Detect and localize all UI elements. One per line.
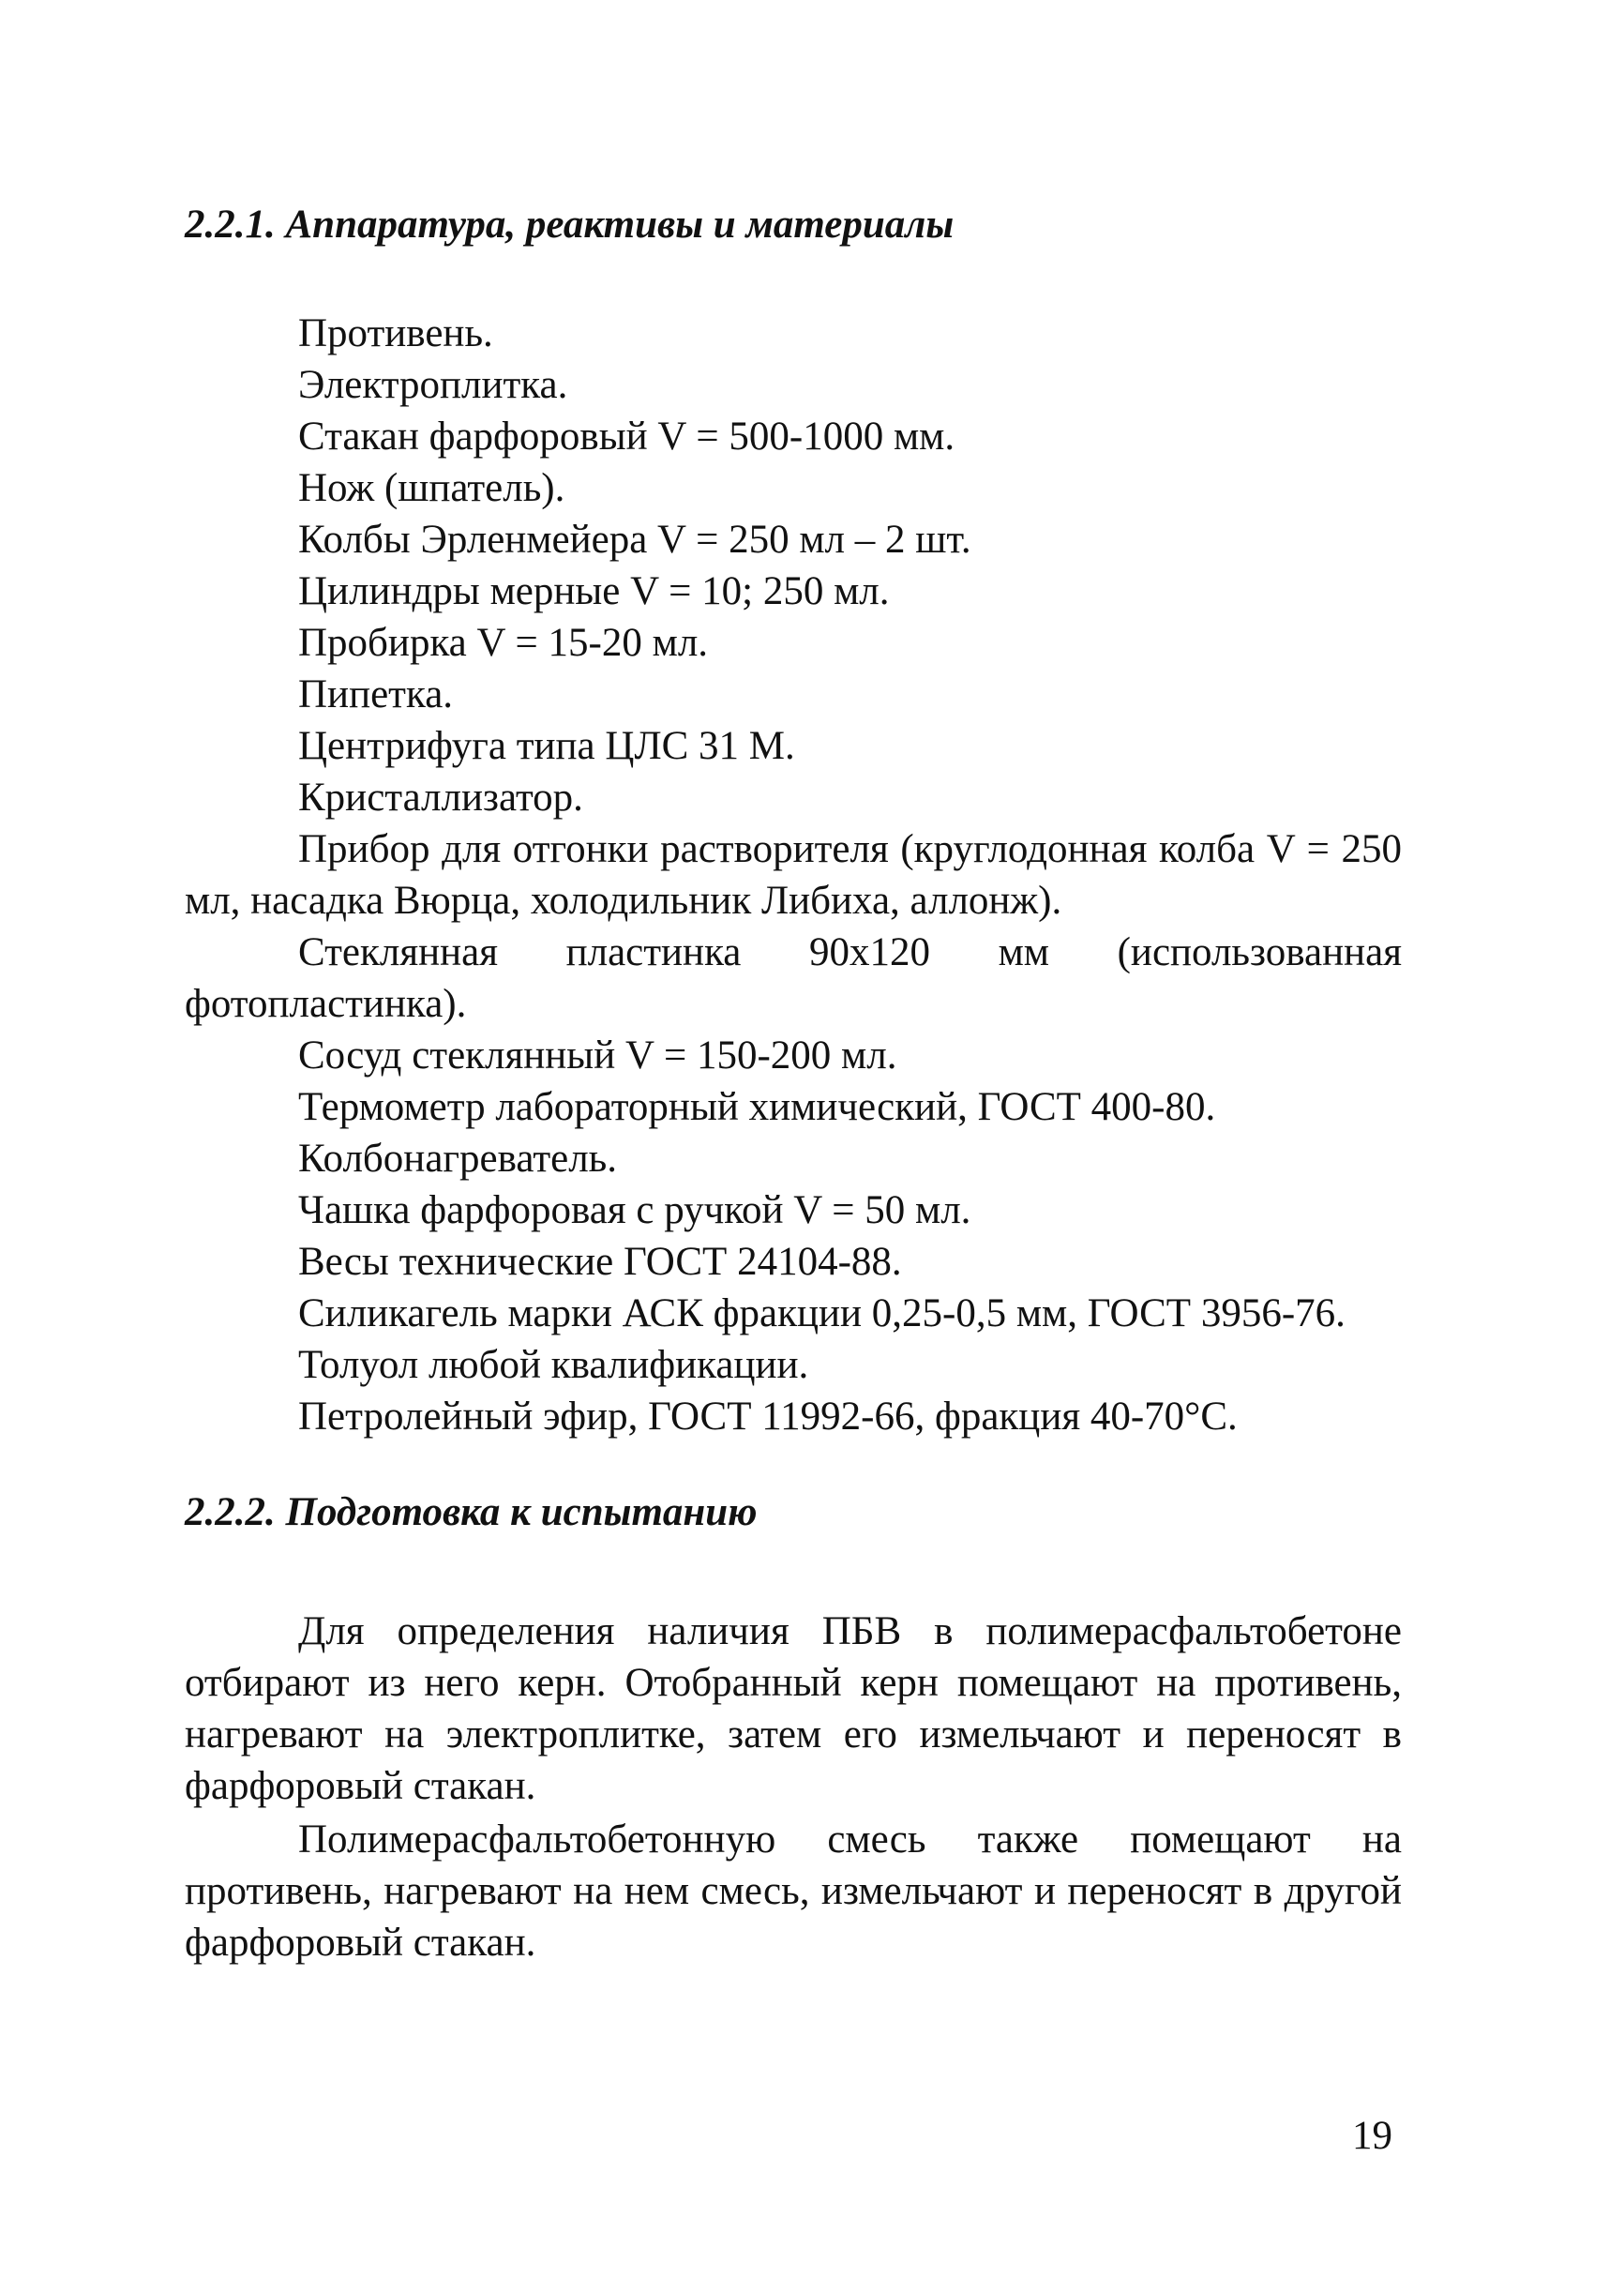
list-item: Противень. [298, 311, 493, 355]
list-item: Термометр лабораторный химический, ГОСТ 400-80. [298, 1085, 1216, 1129]
list-item: Электроплитка. [298, 363, 568, 407]
list-item: Пипетка. [298, 672, 454, 716]
list-item: Толуол любой квалификации. [298, 1343, 809, 1387]
list-item: Цилиндры мерные V = 10; 250 мл. [298, 569, 890, 613]
materials-list [185, 308, 1402, 1442]
list-item: Весы технические ГОСТ 24104-88. [298, 1240, 902, 1284]
list-item: Прибор для отгонки растворителя (круглодонная колба V = 250 мл, насадка Вюрца, холодильник Либиха, аллонж). [185, 827, 1402, 923]
list-item: Петролейный эфир, ГОСТ 11992-66, фракция 40-70°С. [298, 1395, 1238, 1439]
section-heading-apparatus: 2.2.1. Аппаратура, реактивы и материалы [185, 203, 955, 247]
page-number: 19 [1352, 2114, 1392, 2158]
paragraph: Для определения наличия ПБВ в полимерасфальтобетоне отбирают из него керн. Отобранный керн помещают на противень, нагревают на электроплитке, затем его измельчают и переносят в фарфоровый стакан. [185, 1609, 1402, 1808]
list-item: Стакан фарфоровый V = 500-1000 мм. [298, 415, 955, 459]
list-item: Нож (шпатель). [298, 466, 565, 510]
list-item: Стеклянная пластинка 90х120 мм (использованная фотопластинка). [185, 930, 1402, 1026]
list-item: Сосуд стеклянный V = 150-200 мл. [298, 1033, 897, 1078]
list-item: Чашка фарфоровая с ручкой V = 50 мл. [298, 1188, 971, 1232]
preparation-text [185, 1606, 1402, 1970]
paragraph: Полимерасфальтобетонную смесь также помещают на противень, нагревают на нем смесь, измельчают и переносят в другой фарфоровый стакан. [185, 1817, 1402, 1965]
list-item: Колбы Эрленмейера V = 250 мл – 2 шт. [298, 518, 971, 562]
list-item: Кристаллизатор. [298, 776, 583, 820]
section-heading-preparation: 2.2.2. Подготовка к испытанию [185, 1490, 758, 1534]
list-item: Центрифуга типа ЦЛС 31 М. [298, 724, 795, 768]
list-item: Колбонагреватель. [298, 1137, 618, 1181]
list-item: Силикагель марки АСК фракции 0,25-0,5 мм, ГОСТ 3956-76. [298, 1291, 1346, 1335]
list-item: Пробирка V = 15-20 мл. [298, 621, 709, 665]
